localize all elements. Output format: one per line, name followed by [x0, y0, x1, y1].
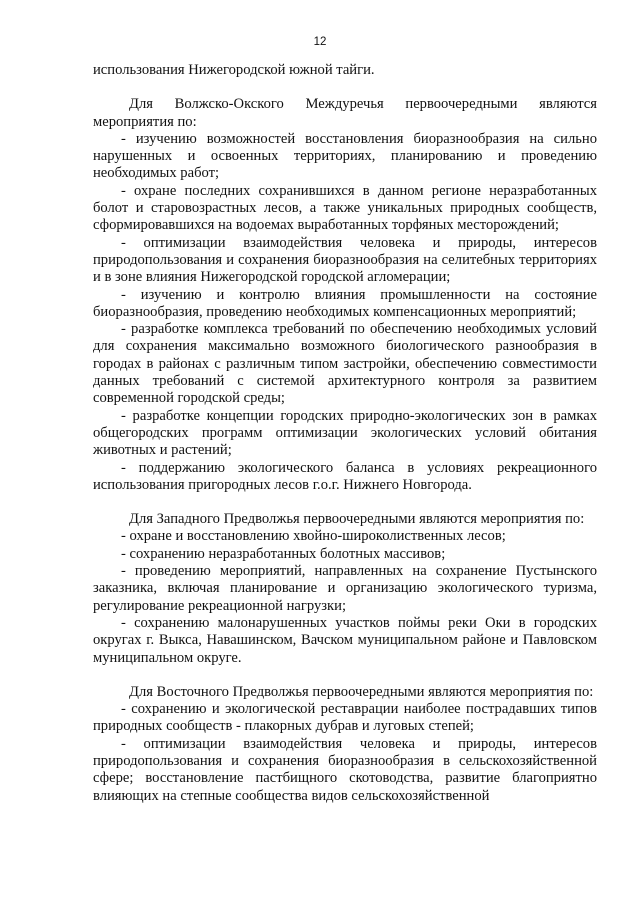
list-item: - охране последних сохранившихся в данном регионе неразработанных болот и старовозрастных лесов, а также уникальных природных сообществ, сформировавшихся на водоемах выработанных торфяных месторождений;: [93, 182, 597, 234]
continuation-paragraph: использования Нижегородской южной тайги.: [93, 62, 375, 78]
list-item: - оптимизации взаимодействия человека и природы, интересов природопользования и сохранения биоразнообразия в сельскохозяйственной сфере; восстановление пастбищного скотоводства, развитие благоприятно влияющих на степные сообщества видов сельскохозяйственной: [93, 735, 597, 804]
list-item: - проведению мероприятий, направленных на сохранение Пустынского заказника, включая планирование и организацию экологического туризма, регулирование рекреационной нагрузки;: [93, 563, 597, 614]
list-item: - разработке концепции городских природно-экологических зон в рамках общегородских программ оптимизации экологических условий обитания животных и растений;: [93, 407, 597, 459]
list-item: - сохранению неразработанных болотных массивов;: [121, 545, 446, 562]
list-item: - изучению и контролю влияния промышленности на состояние биоразнообразия, проведению необходимых компенсационных мероприятий;: [93, 286, 597, 320]
list-item: - сохранению малонарушенных участков поймы реки Оки в городских округах г. Выкса, Навашинском, Вачском муниципальном районе и Павловском муниципальном округе.: [93, 614, 597, 666]
list-item: - сохранению и экологической реставрации наиболее пострадавших типов природных сообществ - плакорных дубрав и луговых степей;: [93, 701, 597, 735]
list-item: - поддержанию экологического баланса в условиях рекреационного использования пригородных лесов г.о.г. Нижнего Новгорода.: [93, 459, 597, 493]
list-item: - разработке комплекса требований по обеспечению необходимых условий для сохранения максимально возможного биологического разнообразия в городах в районах с различным типом застройки, обеспечению совместимости данных требований с системой архитектурного контроля за развитием современной городской среды;: [93, 321, 597, 407]
section-lead-west-volga: Для Западного Предволжья первоочередными являются мероприятия по:: [129, 511, 585, 528]
list-item: - оптимизации взаимодействия человека и природы, интересов природопользования и сохранения биоразнообразия на селитебных территориях и в зоне влияния Нижегородской городской агломерации;: [93, 234, 597, 286]
section-lead-east-volga: Для Восточного Предволжья первоочередными являются мероприятия по:: [129, 683, 594, 700]
list-item: - охране и восстановлению хвойно-широколиственных лесов;: [121, 528, 506, 545]
list-item: - изучению возможностей восстановления биоразнообразия на сильно нарушенных и освоенных территориях, планированию и проведению необходимых работ;: [93, 130, 597, 182]
document-body: [93, 62, 597, 805]
section-lead-volga-oka: Для Волжско-Окского Междуречья первоочередными являются мероприятия по:: [93, 96, 597, 130]
page-number: 12: [313, 36, 327, 48]
